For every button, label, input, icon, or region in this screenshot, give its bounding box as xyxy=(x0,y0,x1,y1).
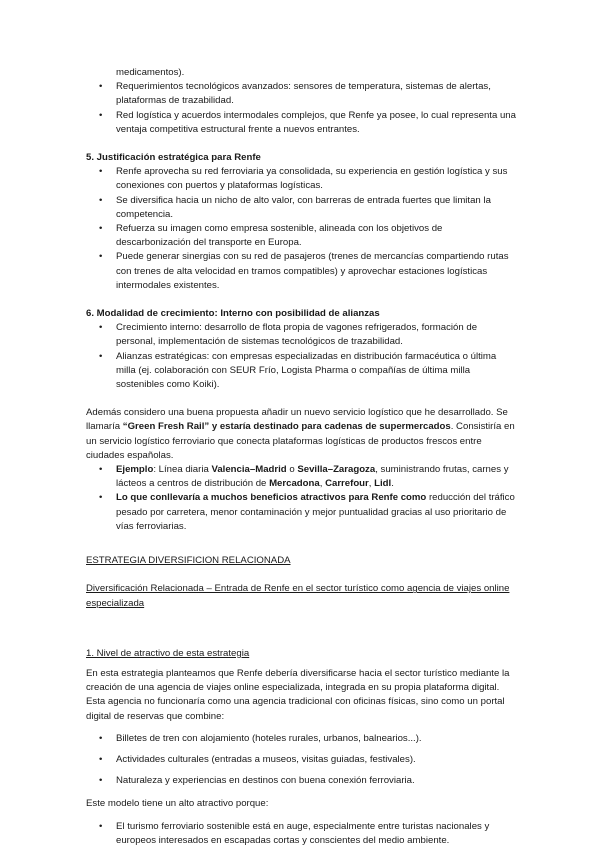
bullet-list-combine xyxy=(86,732,518,789)
bullet-list-justification xyxy=(86,165,518,293)
list-item: • Red logística y acuerdos intermodales complejos, que Renfe ya posee, lo cual representa una ventaja competitiva estructural frente a nuevos entrantes. xyxy=(86,109,518,137)
list-item: • Naturaleza y experiencias en destinos con buena conexión ferroviaria. xyxy=(86,774,518,788)
bullet-list-proposal xyxy=(86,463,518,534)
list-item: • Alianzas estratégicas: con empresas especializadas en distribución farmacéutica o última milla (ej. colaboración con SEUR Frío, Logista Pharma o compañías de última milla sostenibles como Koiki). xyxy=(86,350,518,393)
strategy-paragraph-2: Este modelo tiene un alto atractivo porque: xyxy=(86,798,269,810)
list-item: • Renfe aprovecha su red ferroviaria ya consolidada, su experiencia en gestión logística y sus conexiones con puertos y plataformas logísticas. xyxy=(86,165,518,193)
proposal-highlight: “Green Fresh Rail” y estaría destinado para cadenas de supermercados xyxy=(122,421,451,433)
strategy-paragraph: En esta estrategia planteamos que Renfe debería diversificarse hacia el sector turístico mediante la creación de una agencia de viajes online especializada, integrada en su propia plataforma digital. Esta agencia no funcionaría como una agencia tradicional con oficinas físicas, sino como un portal digital de reservas que combine: xyxy=(86,667,510,722)
list-item: • Ejemplo: Línea diaria Valencia–Madrid o Sevilla–Zaragoza, suministrando frutas, carnes y lácteos a centros de distribución de Mercadona, Carrefour, Lidl. xyxy=(86,463,518,491)
bullet-list-requirements xyxy=(86,80,518,137)
list-item: • Lo que conllevaría a muchos beneficios atractivos para Renfe como reducción del tráfico pesado por carretera, menor contaminación y mejor puntualidad gracias al uso prioritario de vías ferroviarias. xyxy=(86,491,518,534)
section-6-heading: 6. Modalidad de crecimiento: Interno con posibilidad de alianzas xyxy=(86,308,380,320)
proposal-paragraph: Además considero una buena propuesta añadir un nuevo servicio logístico que he desarrollado. Se llamaría “Green Fresh Rail” y estaría destinado para cadenas de supermercados. Consistiría en un servicio logístico ferroviario que conecta plataformas logísticas de productos frescos entre ciudades españolas. xyxy=(86,407,515,461)
section-5-heading: 5. Justificación estratégica para Renfe xyxy=(86,152,261,164)
list-item: • Actividades culturales (entradas a museos, visitas guiadas, festivales). xyxy=(86,753,518,767)
continuation-text: medicamentos). xyxy=(116,67,185,78)
strategy-subtitle: Diversificación Relacionada – Entrada de Renfe en el sector turístico como agencia de viajes online especializada xyxy=(86,583,510,609)
list-item: • Crecimiento interno: desarrollo de flota propia de vagones refrigerados, formación de personal, implementación de sistemas tecnológicos de trazabilidad. xyxy=(86,321,518,349)
list-item: • Refuerza su imagen como empresa sostenible, alineada con los objetivos de descarbonización del transporte en Europa. xyxy=(86,222,518,250)
list-item: • Se diversifica hacia un nicho de alto valor, con barreras de entrada fuertes que limitan la competencia. xyxy=(86,194,518,222)
list-item: • El turismo ferroviario sostenible está en auge, especialmente entre turistas nacionales y europeos interesados en escapadas cortas y conscientes del medio ambiente. xyxy=(86,820,518,848)
strategy-section-1-heading: 1. Nivel de atractivo de esta estrategia xyxy=(86,647,250,659)
list-item: • Puede generar sinergias con su red de pasajeros (trenes de mercancías compartiendo rutas con trenes de alta velocidad en tramos compatibles) y aprovechar estaciones logísticas intermodales existentes. xyxy=(86,250,518,293)
bullet-list-attractiveness xyxy=(86,820,518,848)
strategy-title: ESTRATEGIA DIVERSIFICION RELACIONADA xyxy=(86,555,291,567)
list-item: • Requerimientos tecnológicos avanzados: sensores de temperatura, sistemas de alertas, plataformas de trazabilidad. xyxy=(86,80,518,108)
document-body xyxy=(86,66,518,848)
bullet-list-growth xyxy=(86,321,518,392)
list-item: • Billetes de tren con alojamiento (hoteles rurales, urbanos, balnearios...). xyxy=(86,732,518,746)
